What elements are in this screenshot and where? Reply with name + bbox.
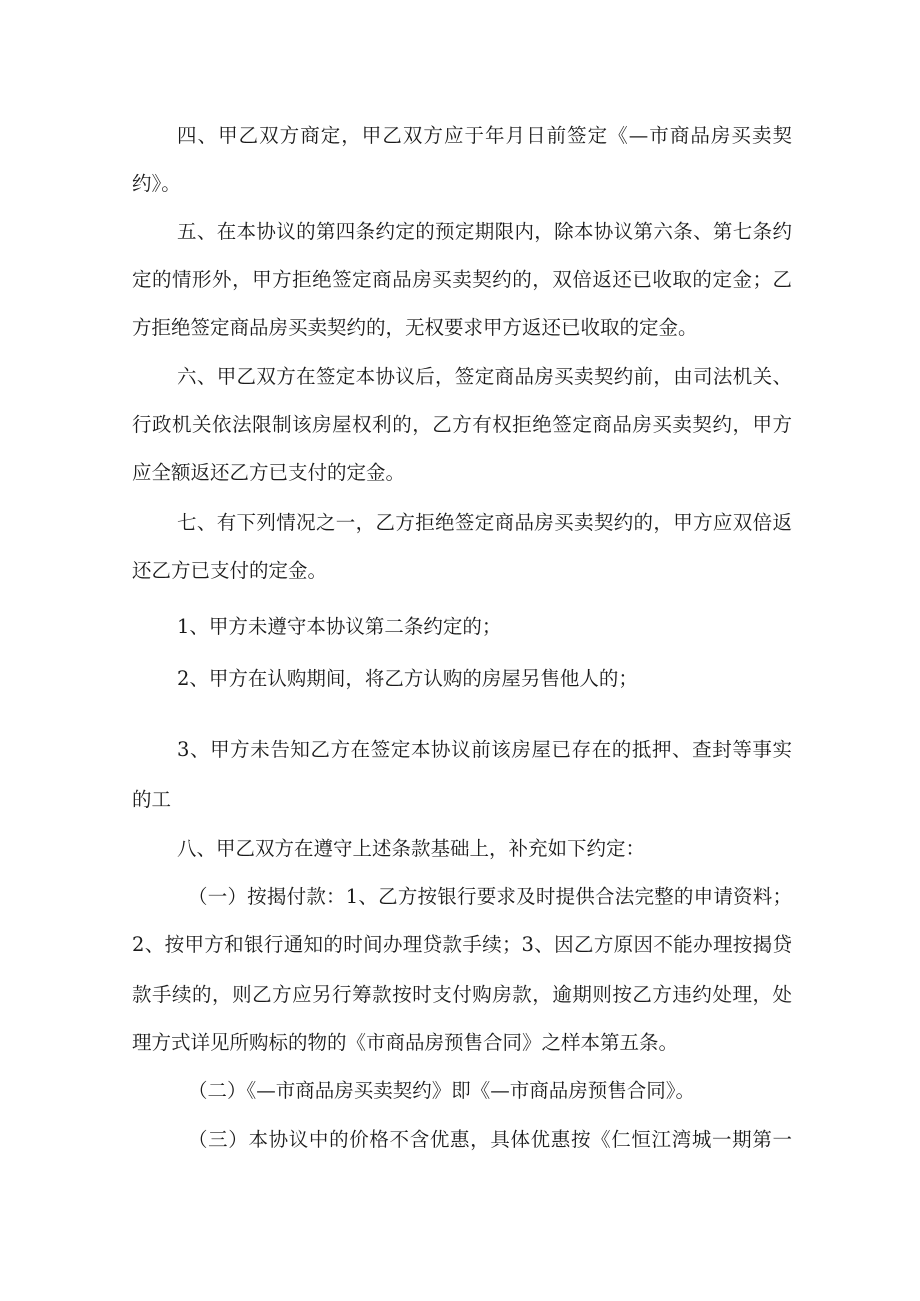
clause-4-line-1: 四、甲乙双方商定，甲乙双方应于年月日前签定《—市商品房买卖契 bbox=[177, 124, 792, 147]
clause-5-line-1: 五、在本协议的第四条约定的预定期限内，除本协议第六条、第七条约 bbox=[177, 220, 792, 243]
clause-8-1-line-4: 理方式详见所购标的物的《市商品房预售合同》之样本第五条。 bbox=[132, 1031, 679, 1054]
clause-8-1-line-1: （一）按揭付款：1、乙方按银行要求及时提供合法完整的申请资料； bbox=[188, 885, 792, 908]
clause-6-line-2: 行政机关依法限制该房屋权利的，乙方有权拒绝签定商品房买卖契约，甲方 bbox=[132, 413, 792, 436]
clause-7-line-2: 还乙方已支付的定金。 bbox=[132, 559, 328, 582]
clause-6-line-1: 六、甲乙双方在签定本协议后，签定商品房买卖契约前，由司法机关、 bbox=[177, 365, 792, 388]
clause-8-3-line-1: （三）本协议中的价格不含优惠，具体优惠按《仁恒江湾城一期第一 bbox=[188, 1128, 792, 1151]
clause-7-item-3-line-2: 的工 bbox=[132, 788, 172, 811]
clause-8-1-line-2: 2、按甲方和银行通知的时间办理贷款手续；3、因乙方原因不能办理按揭贷 bbox=[132, 933, 792, 956]
clause-7-item-3-line-1: 3、甲方未告知乙方在签定本协议前该房屋已存在的抵押、查封等事实 bbox=[177, 738, 792, 761]
clause-4-line-2: 约》。 bbox=[132, 172, 181, 195]
clause-6-line-3: 应全额返还乙方已支付的定金。 bbox=[132, 461, 406, 484]
clause-5-line-2: 定的情形外，甲方拒绝签定商品房买卖契约的，双倍返还已收取的定金；乙 bbox=[132, 268, 792, 291]
clause-7-item-1: 1、甲方未遵守本协议第二条约定的； bbox=[177, 615, 502, 638]
clause-7-item-2: 2、甲方在认购期间，将乙方认购的房屋另售他人的； bbox=[177, 667, 638, 690]
clause-7-line-1: 七、有下列情况之一，乙方拒绝签定商品房买卖契约的，甲方应双倍返 bbox=[177, 511, 792, 534]
clause-8-1-line-3: 款手续的，则乙方应另行筹款按时支付购房款，逾期则按乙方违约处理，处 bbox=[132, 983, 792, 1006]
clause-8-2: （二）《—市商品房买卖契约》即《—市商品房预售合同》。 bbox=[188, 1079, 696, 1102]
clause-8-heading: 八、甲乙双方在遵守上述条款基础上，补充如下约定： bbox=[177, 837, 646, 860]
clause-5-line-3: 方拒绝签定商品房买卖契约的，无权要求甲方返还已收取的定金。 bbox=[132, 316, 698, 339]
